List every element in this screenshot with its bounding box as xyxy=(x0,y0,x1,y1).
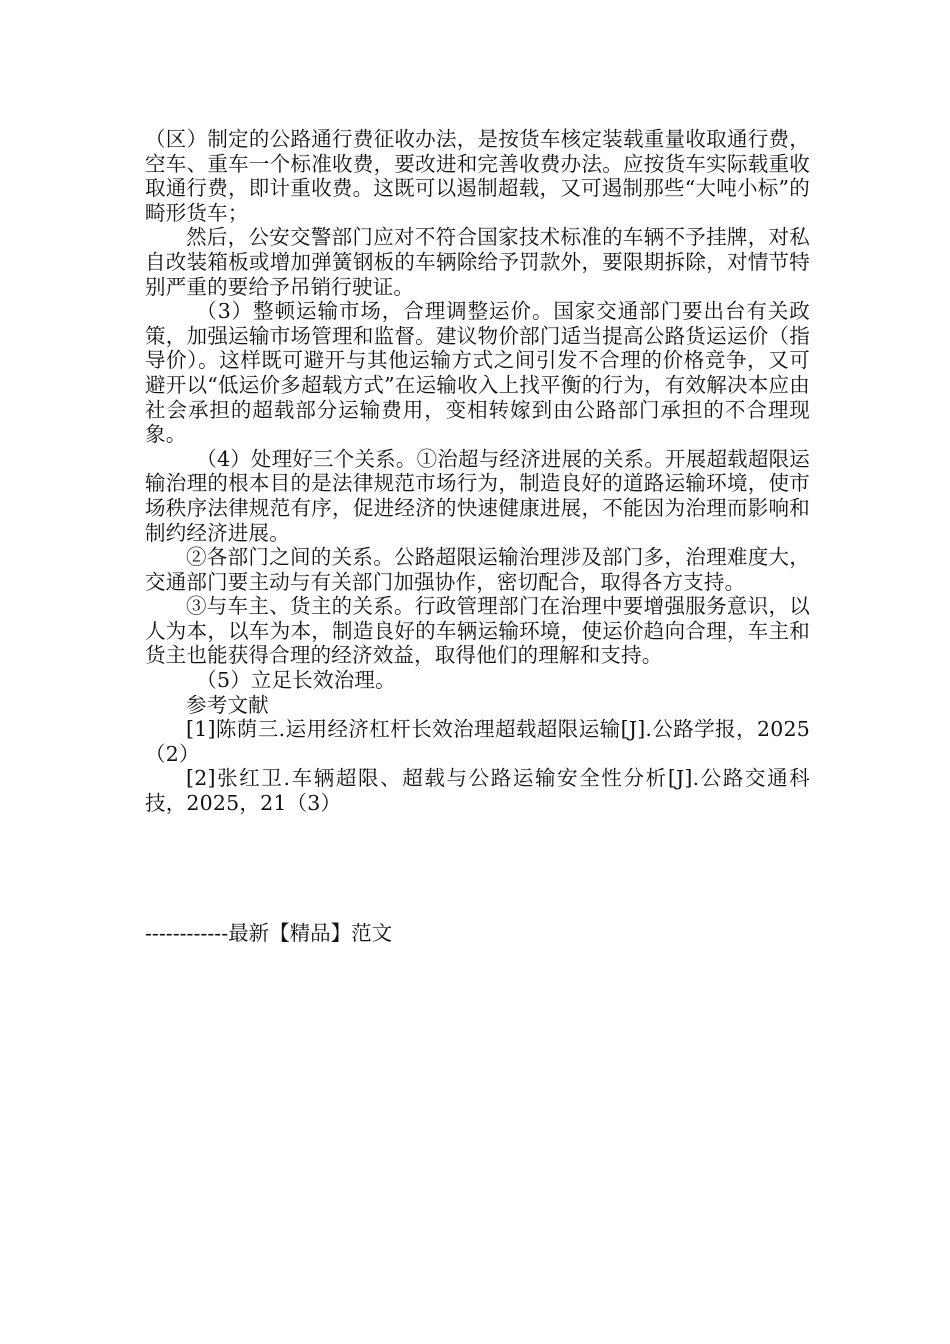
references-heading: 参考文献 xyxy=(186,692,269,717)
reference-item: [1]陈荫三.运用经济杠杆长效治理超载超限运输[J].公路学报，2025（2） xyxy=(145,717,810,766)
paragraph-market-regulation: （3）整顿运输市场，合理调整运价。国家交通部门要出台有关政策，加强运输市场管理和监督。建议物价部门适当提高公路货运运价（指导价）。这样既可避开与其他运输方式之间引发不合理的价格竞争，又可避开以“低运价多超载方式”在运输收入上找平衡的行为，有效解决本应由社会承担的超载部分运输费用，变相转嫁到由公路部门承担的不合理现象。 xyxy=(145,299,810,447)
paragraph-toll-collection: （区）制定的公路通行费征收办法，是按货车核定装载重量收取通行费，空车、重车一个标准收费，要改进和完善收费办法。应按货车实际载重收取通行费，即计重收费。这既可以遏制超载，又可遏制那些“大吨小标”的畸形货车； xyxy=(145,127,810,225)
paragraph-traffic-police: 然后，公安交警部门应对不符合国家技术标准的车辆不予挂牌，对私自改装箱板或增加弹簧钢板的车辆除给予罚款外，要限期拆除，对情节特别严重的要给予吊销行驶证。 xyxy=(145,225,810,299)
paragraph-long-term: （5）立足长效治理。 xyxy=(196,668,396,693)
reference-item: [2]张红卫.车辆超限、超载与公路运输安全性分析[J].公路交通科技，2025，21（3） xyxy=(145,766,810,816)
paragraph-three-relations: （4）处理好三个关系。①治超与经济进展的关系。开展超载超限运输治理的根本目的是法律规范市场行为，制造良好的道路运输环境，使市场秩序法律规范有序，促进经济的快速健康进展，不能因为治理而影响和制约经济进展。 xyxy=(145,446,810,545)
paragraph-owner-relations: ③与车主、货主的关系。行政管理部门在治理中要增强服务意识，以人为本，以车为本，制造良好的车辆运输环境，使运价趋向合理，车主和货主也能获得合理的经济效益，取得他们的理解和支持。 xyxy=(145,594,810,668)
footer-tagline: ------------最新【精品】范文 xyxy=(145,921,393,945)
paragraph-department-relations: ②各部门之间的关系。公路超限运输治理涉及部门多，治理难度大，交通部门要主动与有关部门加强协作，密切配合，取得各方支持。 xyxy=(145,545,810,594)
document-body xyxy=(145,127,810,816)
